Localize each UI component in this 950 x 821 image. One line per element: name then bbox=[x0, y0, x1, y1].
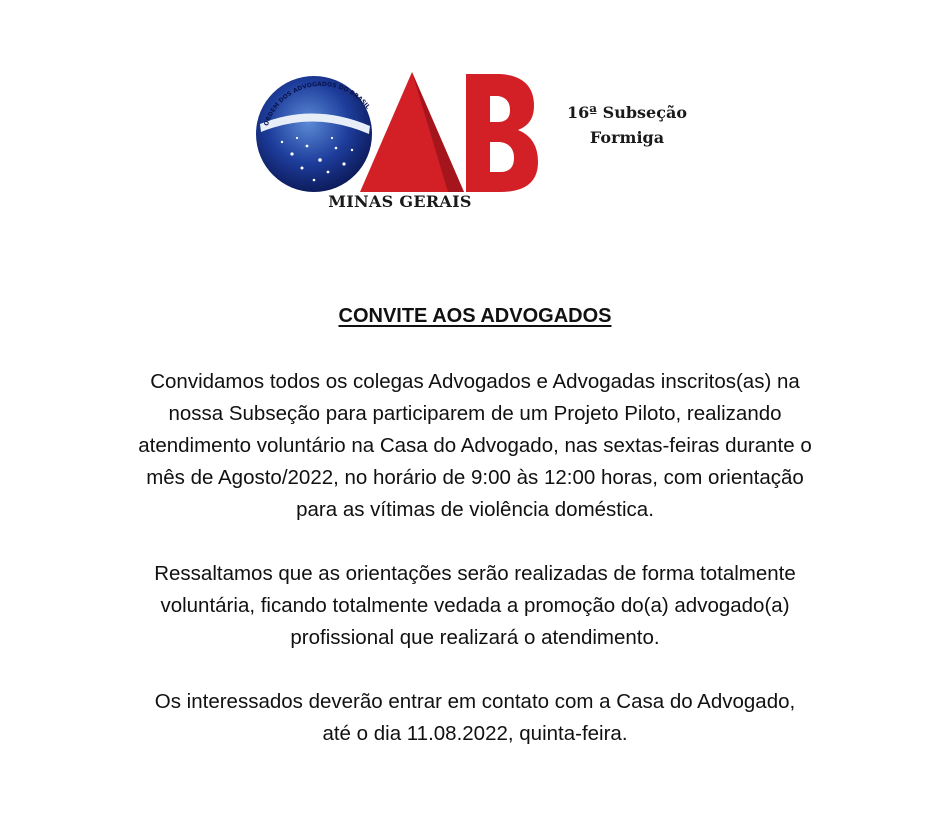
text-line: profissional que realizará o atendimento. bbox=[290, 626, 660, 649]
disclaimer-paragraph bbox=[60, 558, 890, 654]
text-line: Convidamos todos os colegas Advogados e Advogadas inscritos(as) na bbox=[150, 370, 800, 393]
text-line: Os interessados deverão entrar em contato com a Casa do Advogado, bbox=[154, 690, 796, 713]
logo-subsection-number: 16ª Subseção bbox=[567, 103, 687, 122]
text-line: voluntária, ficando totalmente vedada a promoção do(a) advogado(a) bbox=[160, 594, 790, 617]
logo-subsection bbox=[552, 100, 702, 150]
contact-paragraph bbox=[60, 686, 890, 750]
logo-state-name: MINAS GERAIS bbox=[328, 192, 472, 211]
invitation-paragraph bbox=[60, 366, 890, 526]
logo-subsection-city: Formiga bbox=[589, 128, 665, 147]
text-line: até o dia 11.08.2022, quinta-feira. bbox=[322, 722, 628, 745]
text-line: Ressaltamos que as orientações serão realizadas de forma totalmente bbox=[154, 562, 796, 585]
text-line: nossa Subseção para participarem de um Projeto Piloto, realizando bbox=[168, 402, 782, 425]
letter-a-shape bbox=[360, 72, 464, 192]
page-title: CONVITE AOS ADVOGADOS bbox=[338, 305, 612, 327]
svg-text:ORDEM DOS ADVOGADOS DO BRASIL: ORDEM DOS ADVOGADOS DO BRASIL bbox=[262, 80, 372, 127]
globe-icon bbox=[256, 76, 372, 192]
text-line: atendimento voluntário na Casa do Advogado, nas sextas-feiras durante o bbox=[138, 434, 812, 457]
text-line: mês de Agosto/2022, no horário de 9:00 às 12:00 horas, com orientação bbox=[146, 466, 804, 489]
text-line: para as vítimas de violência doméstica. bbox=[296, 498, 654, 521]
oab-logo bbox=[252, 68, 702, 216]
letter-b-shape bbox=[466, 74, 538, 192]
